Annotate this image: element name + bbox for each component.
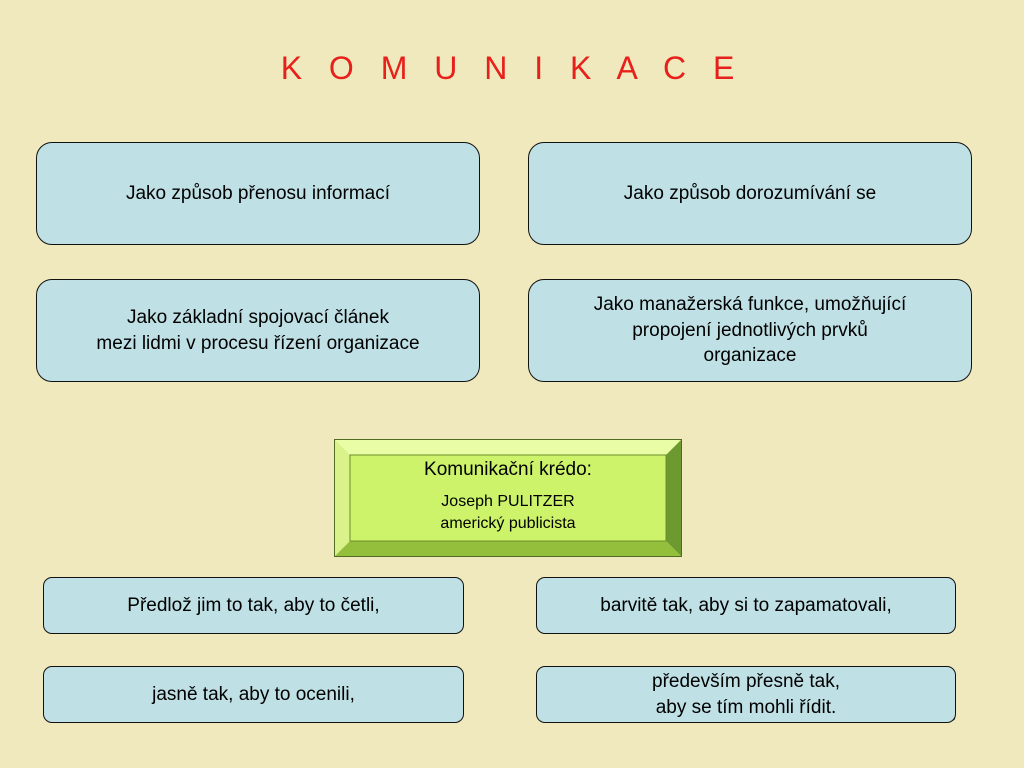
credo-role: americký publicista [440, 514, 576, 532]
box-label: Jako způsob přenosu informací [125, 182, 391, 204]
box-mutual-understanding [528, 142, 972, 245]
credo-author: Joseph PULITZER [441, 493, 575, 510]
box-label-line: organizace [703, 345, 797, 367]
quote-box-guide [536, 666, 956, 723]
box-label-line: propojení jednotlivých prvků [632, 319, 868, 341]
box-information-transfer [36, 142, 480, 245]
box-connecting-link [36, 279, 480, 382]
quote-text: barvitě tak, aby si to zapamatovali, [600, 594, 892, 616]
credo-box [350, 455, 666, 541]
box-managerial-function [528, 279, 972, 382]
quote-text-line: především přesně tak, [652, 670, 840, 692]
box-label: Jako způsob dorozumívání se [623, 182, 877, 204]
quote-box-remember [536, 577, 956, 634]
box-label-line: Jako základní spojovací článek [127, 306, 389, 328]
slide-title: K O M U N I K A C E [280, 50, 744, 86]
quote-text-line: aby se tím mohli řídit. [655, 696, 837, 718]
credo-heading: Komunikační krédo: [424, 459, 592, 480]
box-label-line: Jako manažerská funkce, umožňující [593, 294, 907, 316]
quote-box-appreciate [43, 666, 464, 723]
quote-text: jasně tak, aby to ocenili, [152, 683, 355, 705]
box-label-line: mezi lidmi v procesu řízení organizace [96, 332, 420, 354]
quote-box-read [43, 577, 464, 634]
quote-text: Předlož jim to tak, aby to četli, [127, 594, 380, 616]
